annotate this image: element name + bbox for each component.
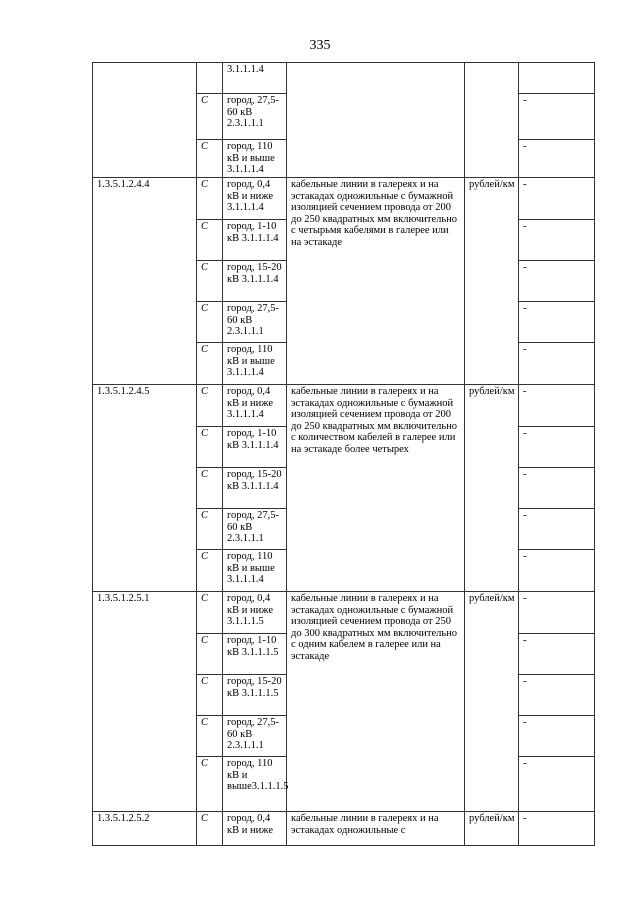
row-location-cell: город, 110 кВ и выше 3.1.1.1.4 xyxy=(223,140,287,178)
row-code-cell: 1.3.5.1.2.5.1 xyxy=(93,592,197,812)
row-value-cell: - xyxy=(519,812,595,846)
row-value-cell: - xyxy=(519,509,595,550)
table-row xyxy=(93,592,595,634)
row-category-cell: C xyxy=(197,509,223,550)
row-description-cell: кабельные линии в галереях и на эстакадах одножильные с бумажной изоляцией сечением провода от 250 до 300 квадратных мм включительно с одним кабелем в галерее или на эстакаде xyxy=(287,592,465,812)
row-description-cell: кабельные линии в галереях и на эстакадах одножильные с xyxy=(287,812,465,846)
row-value-cell xyxy=(519,63,595,94)
row-value-cell: - xyxy=(519,343,595,385)
row-location-cell: город, 27,5-60 кВ 2.3.1.1.1 xyxy=(223,509,287,550)
row-value-cell: - xyxy=(519,140,595,178)
row-value-cell: - xyxy=(519,716,595,757)
row-unit-cell: рублей/км xyxy=(465,812,519,846)
row-category-cell: C xyxy=(197,716,223,757)
row-location-cell: город, 110 кВ и выше 3.1.1.1.4 xyxy=(223,343,287,385)
row-value-cell: - xyxy=(519,261,595,302)
row-value-cell: - xyxy=(519,634,595,675)
row-code-cell: 1.3.5.1.2.5.2 xyxy=(93,812,197,846)
row-location-cell: город, 0,4 кВ и ниже xyxy=(223,812,287,846)
row-category-cell: C xyxy=(197,468,223,509)
row-value-cell: - xyxy=(519,468,595,509)
row-unit-cell: рублей/км xyxy=(465,592,519,812)
row-value-cell: - xyxy=(519,427,595,468)
row-category-cell: C xyxy=(197,427,223,468)
row-location-cell: город, 1-10 кВ 3.1.1.1.4 xyxy=(223,220,287,261)
row-location-cell: город, 27,5-60 кВ 2.3.1.1.1 xyxy=(223,302,287,343)
tariff-table xyxy=(92,62,595,846)
page-number: 335 xyxy=(309,38,331,53)
row-category-cell: C xyxy=(197,757,223,812)
row-unit-cell xyxy=(465,63,519,178)
row-unit-cell: рублей/км xyxy=(465,385,519,592)
row-unit-cell: рублей/км xyxy=(465,178,519,385)
row-category-cell: C xyxy=(197,178,223,220)
row-category-cell: C xyxy=(197,812,223,846)
row-code-cell: 1.3.5.1.2.4.5 xyxy=(93,385,197,592)
table-row xyxy=(93,63,595,94)
row-category-cell: C xyxy=(197,261,223,302)
row-value-cell: - xyxy=(519,757,595,812)
row-category-cell: C xyxy=(197,634,223,675)
row-category-cell: C xyxy=(197,302,223,343)
row-value-cell: - xyxy=(519,385,595,427)
row-category-cell: C xyxy=(197,550,223,592)
table-row xyxy=(93,812,595,846)
row-value-cell: - xyxy=(519,592,595,634)
row-value-cell: - xyxy=(519,302,595,343)
table-row xyxy=(93,385,595,427)
row-description-cell: кабельные линии в галереях и на эстакадах одножильные с бумажной изоляцией сечением провода от 200 до 250 квадратных мм включительно с четырьмя кабелями в галерее или на эстакаде xyxy=(287,178,465,385)
row-location-cell: город, 1-10 кВ 3.1.1.1.4 xyxy=(223,427,287,468)
row-value-cell: - xyxy=(519,94,595,140)
row-category-cell xyxy=(197,63,223,94)
row-location-cell: 3.1.1.1.4 xyxy=(223,63,287,94)
row-location-cell: город, 27,5-60 кВ 2.3.1.1.1 xyxy=(223,94,287,140)
table-row xyxy=(93,178,595,220)
row-value-cell: - xyxy=(519,178,595,220)
row-category-cell: C xyxy=(197,675,223,716)
row-category-cell: C xyxy=(197,220,223,261)
row-code-cell xyxy=(93,63,197,178)
row-location-cell: город, 0,4 кВ и ниже 3.1.1.1.4 xyxy=(223,178,287,220)
row-location-cell: город, 1-10 кВ 3.1.1.1.5 xyxy=(223,634,287,675)
row-value-cell: - xyxy=(519,550,595,592)
row-location-cell: город, 0,4 кВ и ниже 3.1.1.1.5 xyxy=(223,592,287,634)
row-location-cell: город, 27,5-60 кВ 2.3.1.1.1 xyxy=(223,716,287,757)
row-location-cell: город, 15-20 кВ 3.1.1.1.4 xyxy=(223,261,287,302)
row-code-cell: 1.3.5.1.2.4.4 xyxy=(93,178,197,385)
row-description-cell xyxy=(287,63,465,178)
row-location-cell: город, 15-20 кВ 3.1.1.1.5 xyxy=(223,675,287,716)
row-location-cell: город, 15-20 кВ 3.1.1.1.4 xyxy=(223,468,287,509)
row-location-cell: город, 110 кВ и выше3.1.1.1.5 xyxy=(223,757,287,812)
row-location-cell: город, 110 кВ и выше 3.1.1.1.4 xyxy=(223,550,287,592)
row-location-cell: город, 0,4 кВ и ниже 3.1.1.1.4 xyxy=(223,385,287,427)
row-category-cell: C xyxy=(197,343,223,385)
row-category-cell: C xyxy=(197,385,223,427)
row-value-cell: - xyxy=(519,220,595,261)
row-value-cell: - xyxy=(519,675,595,716)
row-category-cell: C xyxy=(197,140,223,178)
row-description-cell: кабельные линии в галереях и на эстакадах одножильные с бумажной изоляцией сечением провода от 200 до 250 квадратных мм включительно с количеством кабелей в галерее или на эстакаде более четырех xyxy=(287,385,465,592)
row-category-cell: C xyxy=(197,592,223,634)
row-category-cell: C xyxy=(197,94,223,140)
